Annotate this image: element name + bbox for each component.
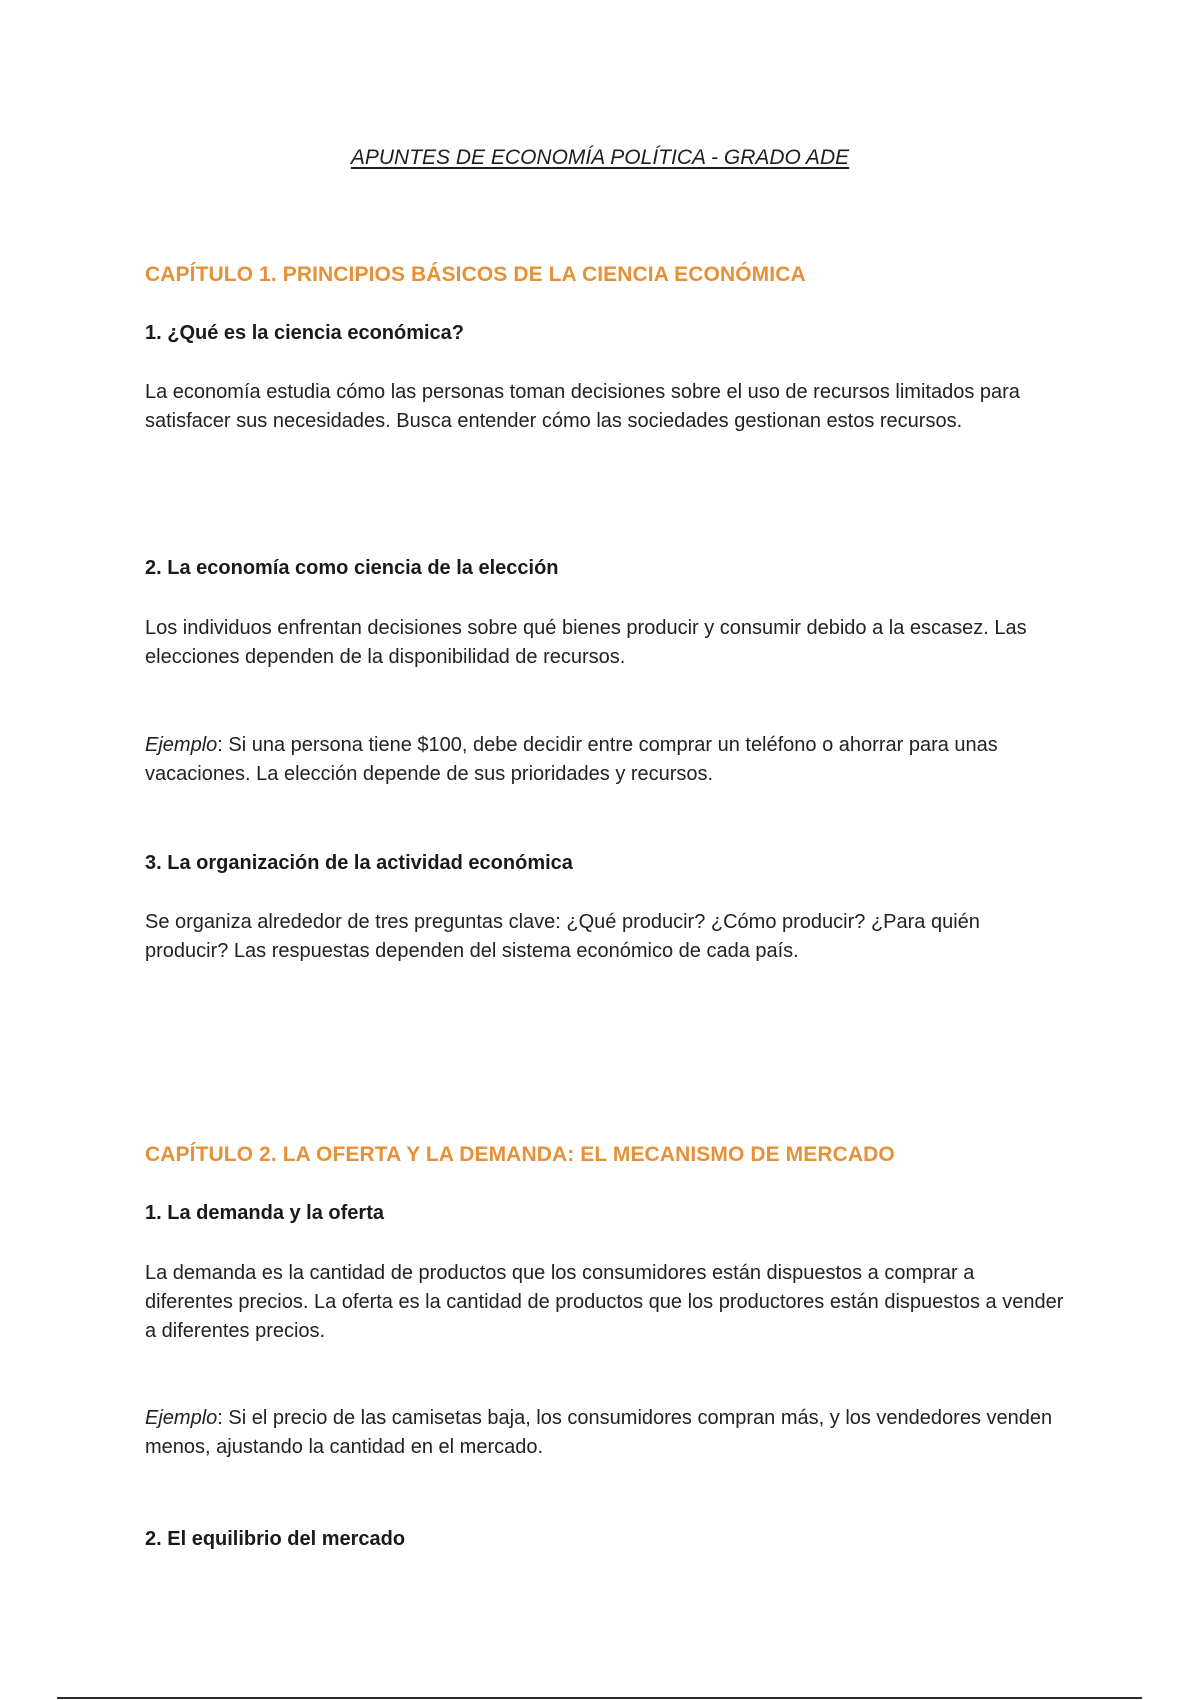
section-1-2-heading: 2. La economía como ciencia de la elección (145, 557, 559, 579)
page-bottom-divider (57, 1697, 1142, 1699)
section-1-1-paragraph: La economía estudia cómo las personas toman decisiones sobre el uso de recursos limitados para satisfacer sus necesidades. Busca entender cómo las sociedades gestionan estos recursos. (145, 381, 1020, 432)
section-1-3-heading: 3. La organización de la actividad económica (145, 852, 573, 874)
section-1-1-heading: 1. ¿Qué es la ciencia económica? (145, 322, 465, 344)
section-1-2-paragraph: Los individuos enfrentan decisiones sobre qué bienes producir y consumir debido a la escasez. Las elecciones dependen de la disponibilidad de recursos. (145, 617, 1027, 668)
section-1-3-paragraph: Se organiza alrededor de tres preguntas clave: ¿Qué producir? ¿Cómo producir? ¿Para quién producir? Las respuestas dependen del sistema económico de cada país. (145, 911, 980, 962)
example-text: : Si el precio de las camisetas baja, los consumidores compran más, y los vendedores venden menos, ajustando la cantidad en el mercado. (145, 1407, 1053, 1458)
section-2-1-example (145, 1404, 1065, 1462)
section-2-1-paragraph: La demanda es la cantidad de productos que los consumidores están dispuestos a comprar a diferentes precios. La oferta es la cantidad de productos que los productores están dispuestos a vender a diferentes precios. (145, 1262, 1064, 1342)
section-2-2-heading: 2. El equilibrio del mercado (145, 1528, 406, 1550)
chapter-2-heading: CAPÍTULO 2. LA OFERTA Y LA DEMANDA: EL MECANISMO DE MERCADO (145, 1143, 895, 1166)
chapter-1-heading: CAPÍTULO 1. PRINCIPIOS BÁSICOS DE LA CIENCIA ECONÓMICA (145, 263, 806, 286)
section-2-1-heading: 1. La demanda y la oferta (145, 1202, 384, 1224)
section-1-2-example (145, 731, 1065, 789)
example-label: Ejemplo (145, 734, 218, 756)
document-title: APUNTES DE ECONOMÍA POLÍTICA - GRADO ADE (350, 146, 850, 169)
example-text: : Si una persona tiene $100, debe decidir entre comprar un teléfono o ahorrar para unas vacaciones. La elección depende de sus prioridades y recursos. (145, 734, 998, 785)
example-label: Ejemplo (145, 1407, 218, 1429)
